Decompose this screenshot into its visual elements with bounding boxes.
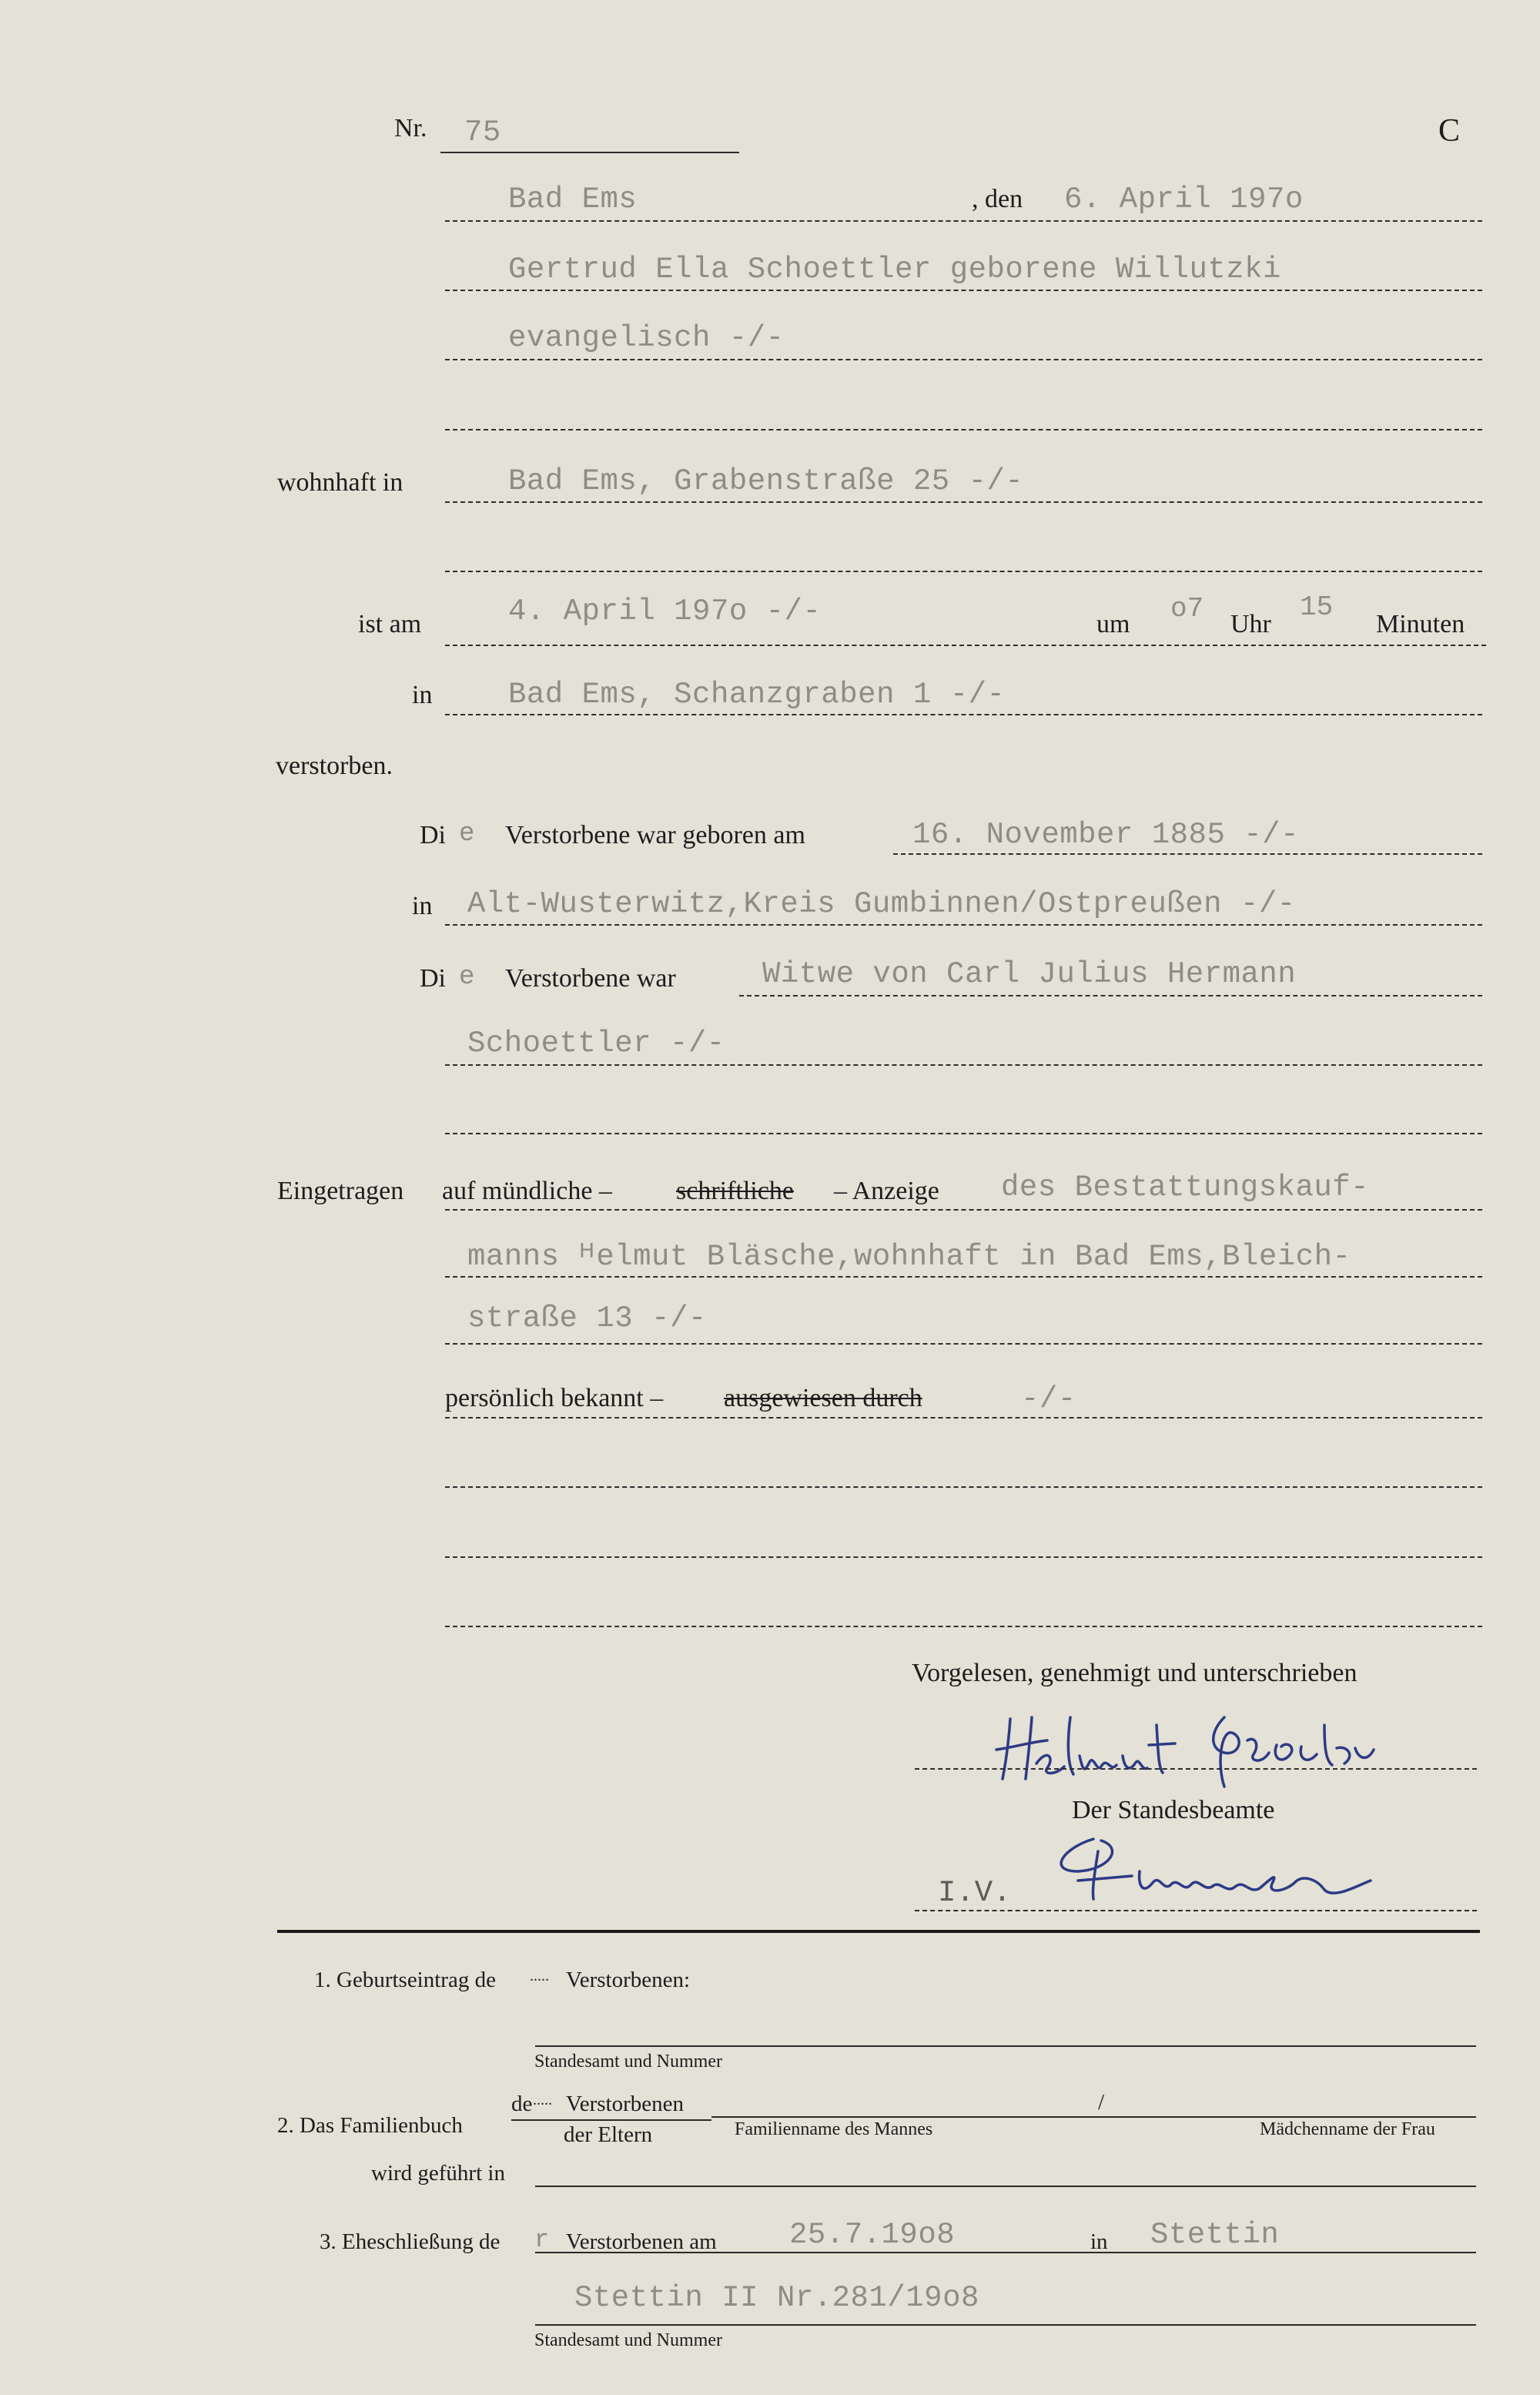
- status-line2: [445, 1064, 1482, 1066]
- known-strike: ausgewiesen durch: [724, 1384, 922, 1412]
- marriage-mid: Verstorbenen am: [566, 2229, 717, 2254]
- uhr-label: Uhr: [1230, 610, 1271, 638]
- blank-line-5: [445, 1556, 1482, 1558]
- informant-line1: [445, 1209, 1482, 1211]
- informant-line3: [445, 1343, 1482, 1345]
- status-line1: [739, 995, 1482, 997]
- husband-caption: Familienname des Mannes: [735, 2119, 933, 2139]
- iv-label: I.V.: [938, 1876, 1012, 1910]
- marriage-line: [535, 2252, 1476, 2253]
- in-label: in: [412, 681, 433, 709]
- family-book-divider: [511, 2119, 711, 2121]
- family-book-line: [711, 2116, 1476, 2118]
- kept-in-label: wird geführt in: [371, 2161, 505, 2186]
- registered-written: schriftliche: [676, 1177, 794, 1205]
- section-separator: [277, 1930, 1480, 1933]
- place-line: [445, 220, 1482, 222]
- status-line1-value: Witwe von Carl Julius Hermann: [762, 957, 1297, 991]
- blank-line-4: [445, 1486, 1482, 1488]
- status-prefix: Di: [420, 964, 446, 993]
- residence-label: wohnhaft in: [277, 468, 403, 497]
- born-prefix-typed: e: [459, 819, 475, 849]
- born-place-value: Alt-Wusterwitz,Kreis Gumbinnen/Ostpreußen -/-: [467, 887, 1296, 921]
- blank-line-2: [445, 571, 1482, 572]
- marriage-office-line: [535, 2324, 1476, 2326]
- registrar-label: Der Standesbeamte: [1072, 1796, 1275, 1824]
- residence-value: Bad Ems, Grabenstraße 25 -/-: [508, 464, 1024, 498]
- hour-value: o7: [1170, 593, 1204, 625]
- family-book-de: de: [511, 2092, 533, 2116]
- marriage-office-value: Stettin II Nr.281/19o8: [574, 2281, 979, 2315]
- status-prefix-typed: e: [459, 963, 475, 992]
- informant-signature-line: [915, 1768, 1477, 1770]
- death-place-line: [445, 714, 1482, 715]
- kept-in-line: [535, 2186, 1476, 2187]
- marriage-label-typed: r: [534, 2226, 550, 2254]
- informant-line1-value: des Bestattungskauf-: [1001, 1171, 1370, 1204]
- registered-oral: auf mündliche –: [442, 1177, 612, 1205]
- nr-value: 75: [464, 116, 501, 149]
- family-book-dots: .....: [533, 2092, 552, 2109]
- registrar-signature: [1047, 1825, 1448, 1910]
- birth-entry-caption: Standesamt und Nummer: [534, 2052, 722, 2072]
- form-letter: C: [1438, 113, 1461, 149]
- religion-value: evangelisch -/-: [508, 321, 785, 355]
- name-line: [445, 290, 1482, 291]
- marriage-in-label: in: [1090, 2229, 1108, 2254]
- date-value: 6. April 197o: [1064, 183, 1304, 216]
- family-book-label: 2. Das Familienbuch: [277, 2113, 463, 2138]
- birth-entry-dots: .....: [530, 1968, 549, 1985]
- died-on-line: [445, 645, 1486, 646]
- born-prefix: Di: [420, 821, 446, 849]
- known-value: -/-: [1021, 1382, 1076, 1416]
- marriage-label: 3. Eheschließung de: [320, 2229, 500, 2254]
- informant-line2: [445, 1276, 1482, 1278]
- family-book-parents: der Eltern: [564, 2122, 653, 2147]
- known-line: [445, 1417, 1482, 1419]
- blank-line-1: [445, 429, 1482, 430]
- birth-entry-label: 1. Geburtseintrag de: [314, 1968, 496, 1992]
- nr-line: [440, 152, 739, 153]
- marriage-date-value: 25.7.19o8: [789, 2218, 956, 2252]
- read-approved-label: Vorgelesen, genehmigt und unterschrieben: [912, 1659, 1358, 1687]
- born-date-line: [893, 853, 1482, 855]
- family-book-dead: Verstorbenen: [566, 2092, 685, 2116]
- minuten-label: Minuten: [1376, 610, 1465, 638]
- residence-line: [445, 501, 1482, 503]
- died-on-value: 4. April 197o -/-: [508, 595, 822, 628]
- born-label: Verstorbene war geboren am: [505, 821, 805, 849]
- born-date-value: 16. November 1885 -/-: [912, 818, 1299, 852]
- birth-entry-tail: Verstorbenen:: [566, 1968, 691, 1992]
- family-book-slash: /: [1098, 2090, 1105, 2115]
- born-place-line: [445, 924, 1482, 926]
- religion-line: [445, 359, 1482, 360]
- blank-line-3: [445, 1133, 1482, 1134]
- born-in-label: in: [412, 892, 433, 920]
- death-place-value: Bad Ems, Schanzgraben 1 -/-: [508, 678, 1006, 712]
- place-value: Bad Ems: [508, 183, 638, 216]
- known-label: persönlich bekannt –: [445, 1384, 664, 1412]
- minutes-value: 15: [1300, 591, 1334, 623]
- died-on-label: ist am: [358, 610, 422, 638]
- marriage-caption: Standesamt und Nummer: [534, 2330, 722, 2350]
- registrar-signature-line: [915, 1910, 1477, 1911]
- informant-signature: [993, 1702, 1394, 1794]
- informant-line3-value: straße 13 -/-: [467, 1301, 707, 1335]
- wife-caption: Mädchenname der Frau: [1260, 2119, 1435, 2139]
- blank-line-6: [445, 1626, 1482, 1627]
- status-line2-value: Schoettler -/-: [467, 1027, 725, 1060]
- name-value: Gertrud Ella Schoettler geborene Willutzki: [508, 253, 1281, 286]
- verstorben-label: verstorben.: [276, 752, 393, 780]
- registered-tail: – Anzeige: [834, 1177, 939, 1205]
- status-label: Verstorbene war: [505, 964, 676, 993]
- informant-line2-value: manns ᴴelmut Bläsche,wohnhaft in Bad Ems,Bleich-: [467, 1240, 1351, 1274]
- nr-label: Nr.: [394, 114, 427, 142]
- birth-entry-line: [535, 2045, 1476, 2047]
- registered-label: Eingetragen: [277, 1177, 404, 1205]
- um-label: um: [1096, 610, 1130, 638]
- date-label: , den: [972, 185, 1023, 213]
- marriage-place-value: Stettin: [1150, 2218, 1280, 2252]
